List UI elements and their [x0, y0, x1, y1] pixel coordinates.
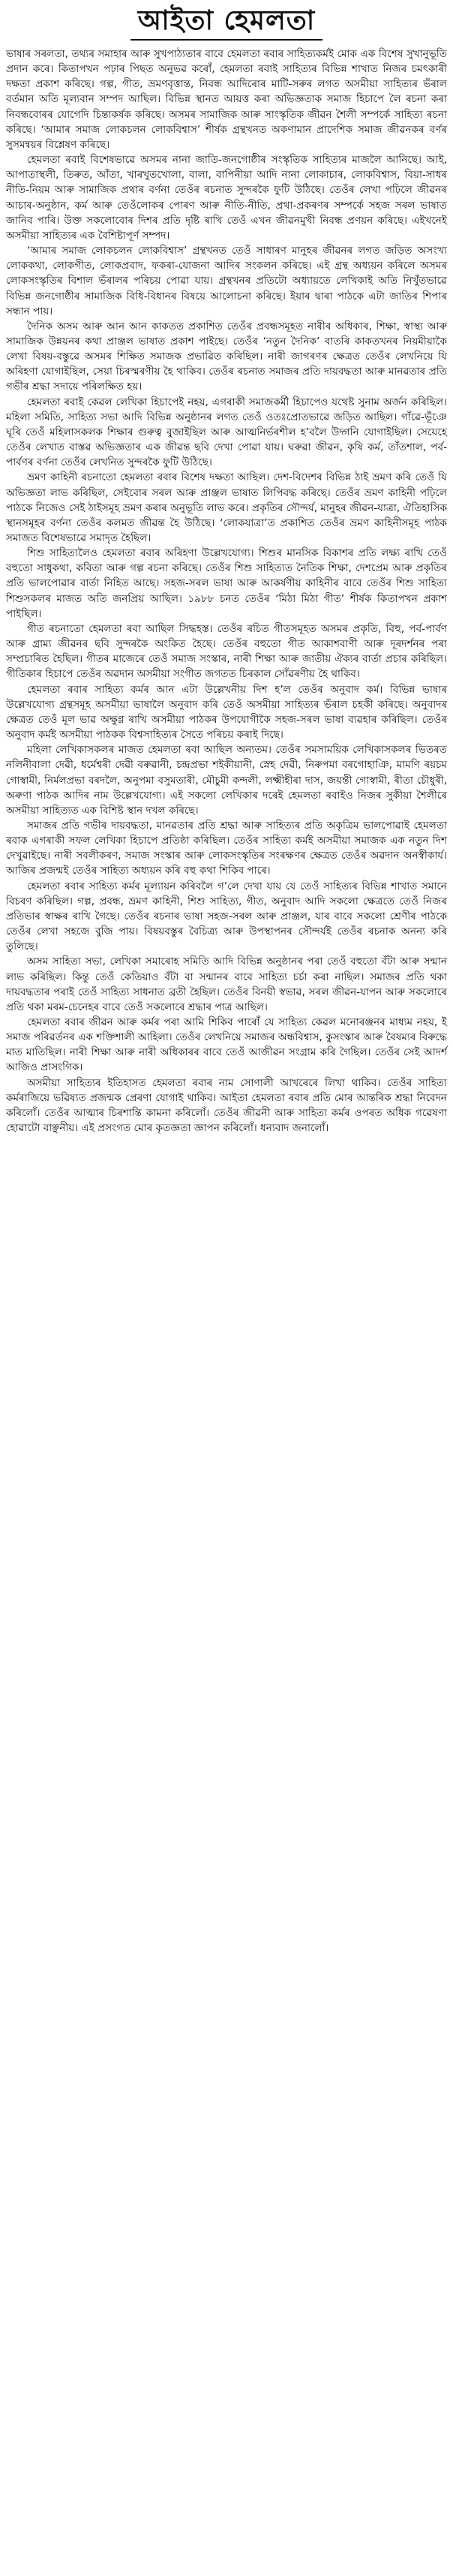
article-paragraph: গীত ৰচনাতো হেমলতা ৰবা আছিল সিদ্ধহস্ত। তেওঁৰ ৰচিত গীতসমূহত অসমৰ প্ৰকৃতি, বিহু, পৰ্ব-পাৰ্বণ আৰু গ্ৰাম্য জীৱনৰ ছবি সুন্দৰকৈ অংকিত হৈছে। তেওঁৰ বহুতো গীত আকাশবাণী আৰু দূৰদৰ্শনৰ পৰা সম্প্ৰচাৰিত হৈছিল। গীতৰ মাজেৰে তেওঁ সমাজ সংস্কাৰ, নাৰী শিক্ষা আৰু জাতীয় ঐক্যৰ বাৰ্তা প্ৰচাৰ কৰিছিল। গীতিকাৰ হিচাপে তেওঁৰ অৱদান অসমীয়া সংগীত জগতত চিৰকাল সোঁৱৰণীয় হৈ থাকিব।: [6, 622, 447, 681]
article-paragraph: ভাষাৰ সৰলতা, তথ্যৰ সমাহাৰ আৰু সুখপাঠ্যতাৰ বাবে হেমলতা ৰবাৰ সাহিত্যকৰ্মই মোক এক বিশেষ সুখানুভূতি প্ৰদান কৰে। কিতাপখন পঢ়াৰ পিছত অনুভৱ কৰোঁ, হেমলতা ৰবাই সাহিত্যৰ বিভিন্ন শাখাত নিজৰ চমৎকাৰী দক্ষতা প্ৰকাশ কৰিছে। গল্প, গীত, ভ্ৰমণবৃত্তান্ত, নিবন্ধ আদিৰোৰ মাটি-সৰুৰ লগত অসমীয়া সাহিত্যৰ ভঁৰাল বৰ্তমান অতি মূল্যবান সম্পদ আছিল। বিভিন্ন স্থানত আয়ত্ত কৰা অভিজ্ঞতাক সমাজ হিচাপে লৈ ৰচনা কৰা নিবন্ধবোৰৰ যোগেদি চিন্তাকৰ্ষক কৰিছে। অসমৰ সামাজিক আৰু সাংস্কৃতিক জীৱন শৈলী সম্পৰ্কে সাহিত্য ৰচনা কৰিছে। ‘আমাৰ সমাজ লোকচলন লোকবিশ্বাস’ শীৰ্ষক গ্ৰন্থখনত অকণামান প্ৰাদেশিক সমাজ জীৱনকৰ বৰ্ণৰ সুসমন্বয়ৰ বিশ্লেষণ কৰিছে।: [6, 48, 447, 151]
article-paragraph: দৈনিক অসম আৰু আন আন কাকতত প্ৰকাশিত তেওঁৰ প্ৰবন্ধসমূহত নাৰীৰ অধিকাৰ, শিক্ষা, স্বাস্থ্য আৰু সামাজিক উন্নয়নৰ কথা প্ৰাঞ্জল ভাষাত প্ৰকাশ পাইছে। তেওঁৰ ‘নতুন দৈনিক’ বাতৰি কাকতখনৰ নিয়মীয়াকৈ লেখা বিষয়-বস্তুৱে অসমৰ শিক্ষিত সমাজক প্ৰভাৱিত কৰিছিল। নাৰী জাগৰণৰ ক্ষেত্ৰত তেওঁৰ লেখনিয়ে যি অৰিহণা যোগাইছিল, সেয়া চিৰস্মৰণীয় হৈ থাকিব। তেওঁৰ ৰচনাত সমাজৰ প্ৰতি দায়বদ্ধতা আৰু মানৱতাৰ প্ৰতি গভীৰ শ্ৰদ্ধা সদায়ে পৰিলক্ষিত হয়।: [6, 320, 447, 393]
article-paragraph: মহিলা লেখিকাসকলৰ মাজত হেমলতা ৰবা আছিল অন্যতম। তেওঁৰ সমসাময়িক লেখিকাসকলৰ ভিতৰত নলিনীবালা দেৱী, ধৰ্মেশ্বৰী দেৱী বৰুৱানী, চন্দ্ৰপ্ৰভা শইকীয়ানী, স্নেহ দেৱী, নিৰুপমা বৰগোহাঞি, মামণি ৰয়চম গোস্বামী, নিৰ্মলপ্ৰভা বৰদলৈ, অনুপমা বসুমতাৰী, মৌচুমী কন্দলী, লক্ষ্মীহীৰা দাস, জয়ন্তী গোস্বামী, ৰীতা চৌধুৰী, অৰুণা পাঠক আদিৰ নাম উল্লেখযোগ্য। এই সকলো লেখিকাৰ দৰেই হেমলতা ৰবাইও নিজৰ সুকীয়া শৈলীৰে অসমীয়া সাহিত্যত এক বিশিষ্ট স্থান দখল কৰিছে।: [6, 744, 447, 817]
article-paragraph: শিশু সাহিত্যলৈও হেমলতা ৰবাৰ অৰিহণা উল্লেখযোগ্য। শিশুৰ মানসিক বিকাশৰ প্ৰতি লক্ষ্য ৰাখি তেওঁ বহুতো সাধুকথা, কবিতা আৰু গল্প ৰচনা কৰিছে। তেওঁৰ শিশু সাহিত্যত নৈতিক শিক্ষা, দেশপ্ৰেম আৰু প্ৰকৃতিৰ প্ৰতি ভালপোৱাৰ বাৰ্তা নিহিত আছে। সহজ-সৰল ভাষা আৰু আকৰ্ষণীয় কাহিনীৰ বাবে তেওঁৰ শিশু সাহিত্য শিশুসকলৰ মাজত অতি জনপ্ৰিয় আছিল। ১৯৮৮ চনত তেওঁৰ ‘মিঠা মিঠা গীত’ শীৰ্ষক কিতাপখন প্ৰকাশ পাইছিল।: [6, 547, 447, 620]
article-paragraph: হেমলতা ৰবাৰ সাহিত্য কৰ্মৰ আন এটা উল্লেখনীয় দিশ হ’ল তেওঁৰ অনুবাদ কৰ্ম। বিভিন্ন ভাষাৰ উল্লেখযোগ্য গ্ৰন্থসমূহ অসমীয়া ভাষালৈ অনুবাদ কৰি তেওঁ অসমীয়া সাহিত্যৰ ভঁৰাল চহকী কৰিছে। অনুবাদৰ ক্ষেত্ৰত তেওঁ মূল ভাৱ অক্ষুণ্ণ ৰাখি অসমীয়া পাঠকৰ উপযোগীকৈ সহজ-সৰল ভাষা ব্যৱহাৰ কৰিছিল। তেওঁৰ অনুবাদ কৰ্মই অসমীয়া পাঠকক বিশ্বসাহিত্যৰ সৈতে পৰিচয় কৰাই দিছে।: [6, 683, 447, 742]
article-paragraph: অসমীয়া সাহিত্যৰ ইতিহাসত হেমলতা ৰবাৰ নাম সোণালী আখৰেৰে লিখা থাকিব। তেওঁৰ সাহিত্য কৰ্মৰাজিয়ে ভৱিষ্যত প্ৰজন্মক প্ৰেৰণা যোগাই থাকিব। আইতা হেমলতা ৰবাৰ প্ৰতি মোৰ আন্তৰিক শ্ৰদ্ধা নিবেদন কৰিলোঁ। তেওঁৰ আত্মাৰ চিৰশান্তি কামনা কৰিলোঁ। তেওঁৰ জীৱনী আৰু সাহিত্য কৰ্মৰ ওপৰত অধিক গৱেষণা হোৱাটো বাঞ্ছনীয়। এই প্ৰসংগত মোৰ কৃতজ্ঞতা জ্ঞাপন কৰিলোঁ। ধন্যবাদ জনালোঁ।: [6, 1076, 447, 1135]
title-wrap: [6, 0, 447, 47]
article-paragraph: হেমলতা ৰবাই কেৱল লেখিকা হিচাপেই নহয়, এগৰাকী সমাজকৰ্মী হিচাপেও যথেষ্ট সুনাম অৰ্জন কৰিছিল। মহিলা সমিতি, সাহিত্য সভা আদি বিভিন্ন অনুষ্ঠানৰ লগত তেওঁ ওতঃপ্ৰোতভাৱে জড়িত আছিল। গাঁৱে-ভূঁঞে ঘূৰি তেওঁ মহিলাসকলক শিক্ষাৰ গুৰুত্ব বুজাইছিল আৰু আত্মনিৰ্ভৰশীল হ’বলৈ উদ্গনি যোগাইছিল। সেয়েহে তেওঁৰ লেখাত বাস্তৱ অভিজ্ঞতাৰ এক জীৱন্ত ছবি দেখা পোৱা যায়। ঘৰুৱা জীৱন, কৃষি কৰ্ম, তাঁতশাল, পৰ্ব-পাৰ্বণৰ বৰ্ণনা তেওঁৰ লেখনিত সুন্দৰকৈ ফুটি উঠিছে।: [6, 396, 447, 469]
article-paragraph: হেমলতা ৰবাই বিশেষভাৱে অসমৰ নানা জাতি-জনগোষ্ঠীৰ সংস্কৃতিক সাহিত্যৰ মাজলৈ আনিছে। আই, আপাতাস্থলী, তিৰুত, আঁতা, খাৰখুতখোলা, বালা, বাপিনীয়া আদি নানা লোকাচাৰ, লোকবিশ্বাস, বিয়া-সাধৰ নীতি-নিয়ম আৰু সামাজিক প্ৰথাৰ বৰ্ণনা তেওঁৰ ৰচনাত সুন্দৰকৈ ফুটি উঠিছে। তেওঁৰ লেখা পঢ়িলে জীৱনৰ আচাৰ-অনুষ্ঠান, কৰ্ম আৰু তেওঁলোকৰ পোৰণ আৰু নীতি-নীতি, প্ৰথা-প্ৰকৰণৰ সম্পৰ্কে সহজ সৰল ভাষাত জানিব পাৰি। উক্ত সকলোবোৰ দিশৰ প্ৰতি দৃষ্টি ৰাখি তেওঁ এখন জীৱনমুখী নিবন্ধ প্ৰণয়ন কৰিছে। এইখনেই অসমীয়া সাহিত্যৰ এক বৈশিষ্ট্যপূৰ্ণ সম্পদ।: [6, 154, 447, 242]
article-title: আইতা হেমলতা: [130, 3, 323, 41]
article-body: [6, 47, 447, 1136]
article-paragraph: হেমলতা ৰবাৰ সাহিত্য কৰ্মৰ মূল্যায়ন কৰিবলৈ গ’লে দেখা যায় যে তেওঁ সাহিত্যৰ বিভিন্ন শাখাত সমানে বিচৰণ কৰিছিল। গল্প, প্ৰবন্ধ, ভ্ৰমণ কাহিনী, শিশু সাহিত্য, গীত, অনুবাদ আদি সকলো ক্ষেত্ৰতে তেওঁ নিজৰ প্ৰতিভাৰ স্বাক্ষৰ ৰাখি গৈছে। তেওঁৰ ৰচনাৰ ভাষা সহজ-সৰল আৰু প্ৰাঞ্জল, যাৰ বাবে সকলো শ্ৰেণীৰ পাঠকে তেওঁৰ লেখা সহজে বুজি পায়। বিষয়বস্তুৰ বৈচিত্ৰ্য আৰু উপস্থাপনৰ সৌন্দৰ্যই তেওঁৰ ৰচনাক অনন্য কৰি তুলিছে।: [6, 880, 447, 953]
article-paragraph: হেমলতা ৰবাৰ জীৱন আৰু কৰ্মৰ পৰা আমি শিকিব পাৰোঁ যে সাহিত্য কেৱল মনোৰঞ্জনৰ মাধ্যম নহয়, ই সমাজ পৰিৱৰ্তনৰ এক শক্তিশালী আহিলা। তেওঁৰ লেখনিয়ে সমাজৰ অন্ধবিশ্বাস, কুসংস্কাৰ আৰু বৈষম্যৰ বিৰুদ্ধে মাত মাতিছিল। নাৰী শিক্ষা আৰু নাৰী অধিকাৰৰ বাবে তেওঁ আজীৱন সংগ্ৰাম কৰি গৈছিল। তেওঁৰ সেই আদৰ্শ আজিও প্ৰাসংগিক।: [6, 1016, 447, 1074]
article-paragraph: ভ্ৰমণ কাহিনী ৰচনাতো হেমলতা ৰবাৰ বিশেষ দক্ষতা আছিল। দেশ-বিদেশৰ বিভিন্ন ঠাই ভ্ৰমণ কৰি তেওঁ যি অভিজ্ঞতা লাভ কৰিছিল, সেইবোৰ সৰল আৰু প্ৰাঞ্জল ভাষাত লিপিবদ্ধ কৰিছে। তেওঁৰ ভ্ৰমণ কাহিনী পঢ়িলে পাঠকে নিজেও সেই ঠাইসমূহ ভ্ৰমণ কৰাৰ অনুভূতি লাভ কৰে। প্ৰকৃতিৰ সৌন্দৰ্য, মানুহৰ জীৱন-যাত্ৰা, ঐতিহাসিক স্থানসমূহৰ বৰ্ণনা তেওঁৰ কলমত জীৱন্ত হৈ উঠিছে। ‘লোকযাত্ৰা’ত প্ৰকাশিত তেওঁৰ ভ্ৰমণ কাহিনীসমূহ পাঠক সমাজত বিশেষভাৱে সমাদৃত হৈছিল।: [6, 471, 447, 544]
article-paragraph: ‘আমাৰ সমাজ লোকচলন লোকবিশ্বাস’ গ্ৰন্থখনত তেওঁ সাধাৰণ মানুহৰ জীৱনৰ লগত জড়িত অসংখ্য লোককথা, লোকগীত, লোকপ্ৰবাদ, ফকৰা-যোজনা আদিৰ সংকলন কৰিছে। এই গ্ৰন্থ অধ্যয়ন কৰিলে অসমৰ লোকসংস্কৃতিৰ বিশাল ভঁৰালৰ পৰিচয় পোৱা যায়। গ্ৰন্থখনৰ প্ৰতিটো অধ্যায়তে লেখিকাই অতি নিখুঁতভাৱে বিভিন্ন জনগোষ্ঠীৰ সামাজিক বিধি-বিধানৰ বিষয়ে আলোচনা কৰিছে। ইয়াৰ দ্বাৰা পাঠকে এটা জাতিৰ শিপাৰ সন্ধান পায়।: [6, 245, 447, 317]
article-paragraph: অসম সাহিত্য সভা, লেখিকা সমাৰোহ সমিতি আদি বিভিন্ন অনুষ্ঠানৰ পৰা তেওঁ বহুতো বঁটা আৰু সন্মান লাভ কৰিছিল। কিন্তু তেওঁ কেতিয়াও বঁটা বা সন্মানৰ বাবে সাহিত্য চৰ্চা কৰা নাছিল। সমাজৰ প্ৰতি থকা দায়বদ্ধতাৰ পৰাই তেওঁ সাহিত্য সাধনাত ব্ৰতী হৈছিল। তেওঁৰ বিনয়ী স্বভাৱ, সৰল জীৱন-যাপন আৰু সকলোৰে প্ৰতি থকা মৰম-চেনেহৰ বাবে তেওঁ সকলোৰে শ্ৰদ্ধাৰ পাত্ৰ আছিল।: [6, 955, 447, 1013]
article-paragraph: সমাজৰ প্ৰতি গভীৰ দায়বদ্ধতা, মানৱতাৰ প্ৰতি শ্ৰদ্ধা আৰু সাহিত্যৰ প্ৰতি অকৃত্ৰিম ভালপোৱাই হেমলতা ৰবাক এগৰাকী সফল লেখিকা হিচাপে প্ৰতিষ্ঠা কৰিছিল। তেওঁৰ সাহিত্য কৰ্মই অসমীয়া সমাজক এক নতুন দিশ দেখুৱাইছে। নাৰী সবলীকৰণ, সমাজ সংস্কাৰ আৰু লোকসংস্কৃতিৰ সংৰক্ষণৰ ক্ষেত্ৰত তেওঁৰ অৱদান অনস্বীকাৰ্য। আজিৰ প্ৰজন্মই তেওঁৰ সাহিত্য অধ্যয়ন কৰি বহু কথা শিকিব পাৰে।: [6, 819, 447, 877]
